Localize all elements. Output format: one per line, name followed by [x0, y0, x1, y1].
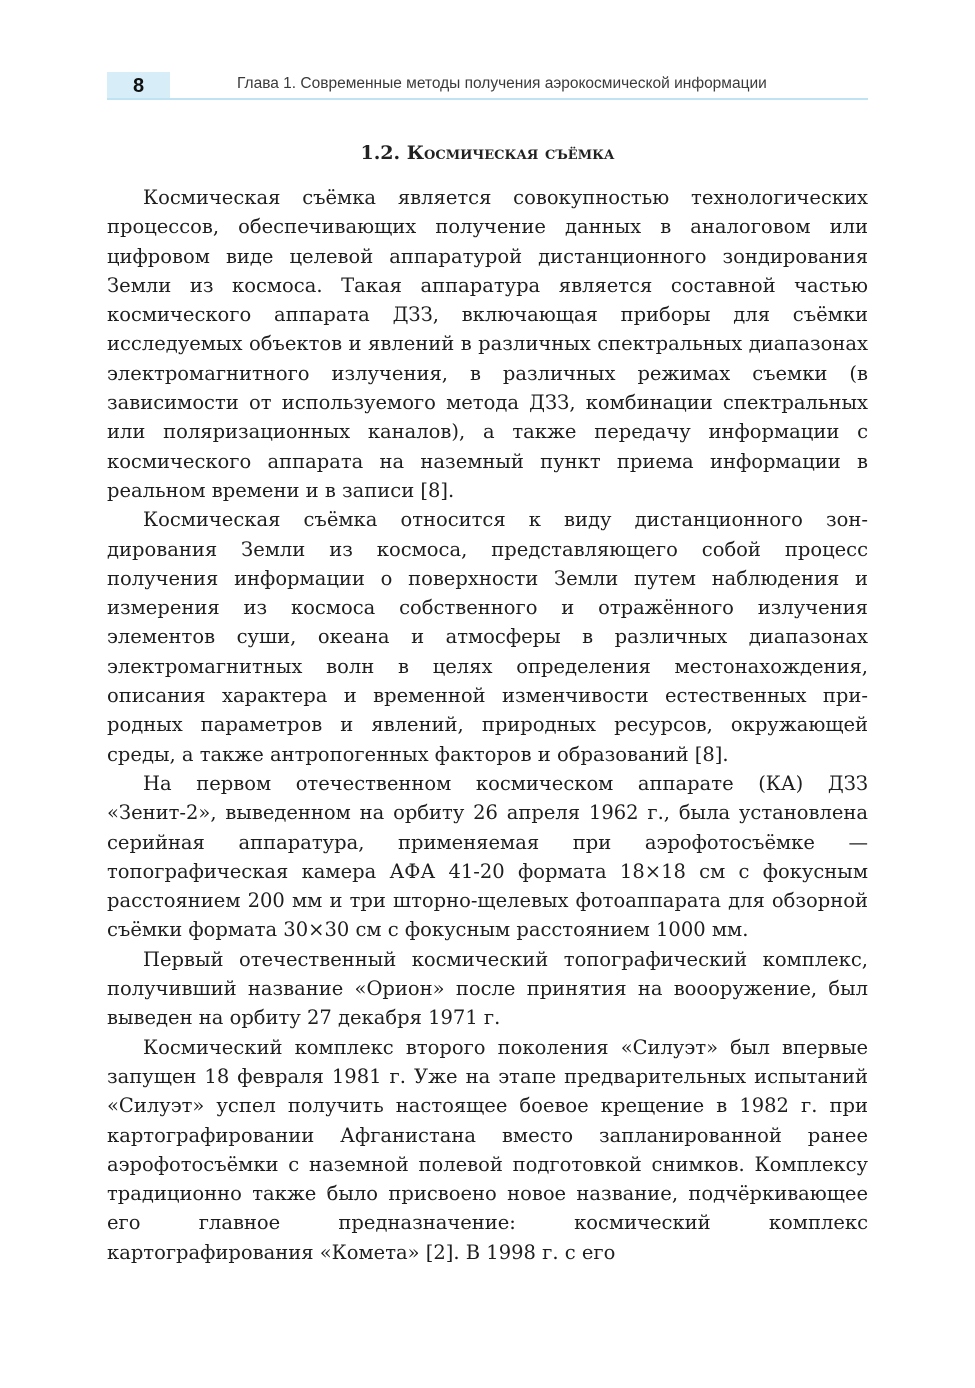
- paragraph: Космический комплекс второго поколения «Силуэт» был впервые запущен 18 февраля 1981 г. Уже на этапе предварительных испытаний «Силуэт» успел получить настоящее боевое крещение в 1982 г. при картографировании Афганистана вместо запланированной ранее аэрофотосъёмки с наземной полевой подготовкой снимков. Комплексу традиционно также было присвоено новое название, подчёркивающее его главное предназначение: космический комплекс картографирования «Комета» [2]. В 1998 г. с его: [107, 1035, 868, 1264]
- section-number: 1.2.: [360, 142, 401, 164]
- section-title: [107, 140, 868, 166]
- header-rule: [107, 98, 868, 100]
- paragraph: Первый отечественный космический топографический комплекс, получивший название «Орион» после принятия на воооружение, был выведен на орбиту 27 декабря 1971 г.: [107, 947, 868, 1030]
- paragraph: Космическая съёмка относится к виду дистанционного зондирования Земли из космоса, представляющего собой процесс получения информации о поверхности Земли путем наблюдения и измерения из космоса собственного и отражённого излучения элементов суши, океана и атмосферы в различных диапазонах электромагнитных волн в целях определения местонахождения, описания характера и временной изменчивости естественных природных параметров и явлений, природных ресурсов, окружающей среды, а также антропогенных факторов и образований [8].: [107, 508, 868, 766]
- page-header: [107, 72, 868, 100]
- page-number: 8: [107, 72, 170, 100]
- body-text: [107, 183, 868, 1267]
- section-title-text: Космическая съёмка: [406, 142, 615, 164]
- running-head: Глава 1. Современные методы получения аэрокосмической информации: [237, 75, 767, 92]
- paragraph: Космическая съёмка является совокупностью технологических процессов, обеспечивающих получение данных в аналоговом или цифровом виде целевой аппаратурой дистанционного зондирования Земли из космоса. Такая аппаратура является составной частью космического аппарата ДЗЗ, включающая приборы для съёмки исследуемых объектов и явлений в различных спектральных диапазонах электромагнитного излучения, в различных режимах съемки (в зависимости от используемого метода ДЗЗ, комбинации спектральных или поляризационных каналов), а также передачу информации с космического аппарата на наземный пункт приема информации в реальном времени и в записи [8].: [107, 186, 868, 502]
- paragraph: На первом отечественном космическом аппарате (КА) ДЗЗ «Зенит-2», выведенном на орбиту 26 апреля 1962 г., была установлена серийная аппаратура, применяемая при аэрофотосъёмке — топографическая камера АФА 41-20 формата 18×18 см с фокусным расстоянием 200 мм и три шторно-щелевых фотоаппарата для обзорной съёмки формата 30×30 см с фокусным расстоянием 1000 мм.: [107, 771, 868, 942]
